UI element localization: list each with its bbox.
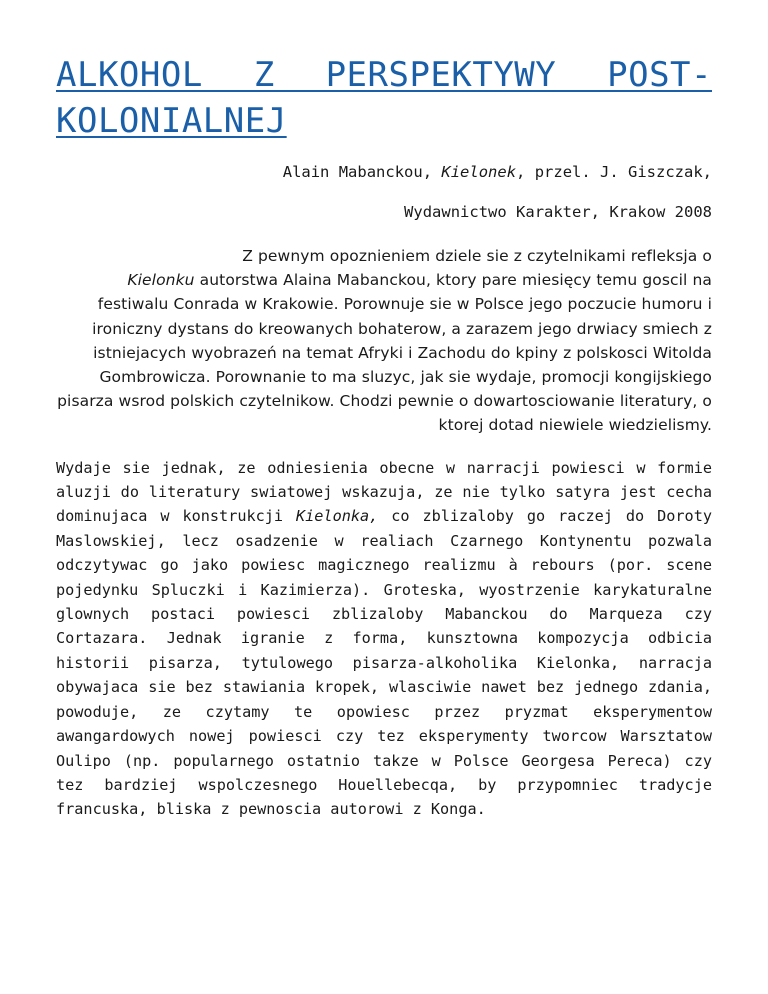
intro-text-rest: autorstwa Alaina Mabanckou, ktory pare miesięcy temu goscil na festiwalu Conrada w Krakowie. Porownuje sie w Polsce jego poczucie humoru i ironiczny dystans do kreowanych bohaterow, a zarazem jego drwiacy smiech z istniejacych wyobrazeń na temat Afryki i Zachodu do kpiny z polskosci Witolda Gombrowicza. Porownanie to ma sluzyc, jak sie wydaje, promocji kongijskiego pisarza wsrod polskich czytelnikow. Chodzi pewnie o dowartosciowanie literatury, o ktorej dotad niewiele wiedzielismy.: [57, 271, 712, 435]
article-title[interactable]: ALKOHOL Z PERSPEKTYWY POST-KOLONIALNEJ: [56, 55, 712, 141]
intro-paragraph: [56, 244, 712, 438]
article: [56, 52, 712, 822]
publisher-line: Wydawnictwo Karakter, Krakow 2008: [404, 203, 712, 221]
author-name: Alain Mabanckou,: [282, 163, 442, 181]
intro-text-start: Z pewnym opoznieniem dziele sie z czytelnikami refleksja o: [242, 247, 712, 265]
body-book-title: Kielonka,: [296, 507, 379, 526]
book-title: Kielonek: [441, 163, 517, 181]
body-text-start: Wydaje sie jednak, ze odniesienia obecne w narracji powiesci w formie aluzji do literatury swiatowej wskazuja, ze nie tylko satyra jest cecha dominujaca w konstrukcji: [56, 458, 712, 526]
body-text-rest: co zblizaloby go raczej do Doroty Maslowskiej, lecz osadzenie w realiach Czarnego Kontynentu pozwala odczytywac go jako powiesc magicznego realizmu à rebours (por. scene pojedynku Spluczki i Kazimierza). Groteska, wyostrzenie karykaturalne glownych postaci powiesci zblizaloby Mabanckou do Marqueza czy Cortazara. Jednak igranie z forma, kunsztowna kompozycja odbicia historii pisarza, tytulowego pisarza-alkoholika Kielonka, narracja obywajaca sie bez stawiania kropek, wlasciwie nawet bez jednego zdania, powoduje, ze czytamy te opowiesc przez pryzmat eksperymentow awangardowych nowej powiesci czy tez eksperymenty tworcow Warsztatow Oulipo (np. popularnego ostatnio takze w Polsce Georgesa Pereca) czy tez bardziej wspolczesnego Houellebecqa, by przypomniec tradycje francuska, bliska z pewnoscia autorowi z Konga.: [56, 507, 712, 819]
body-paragraph: [56, 456, 712, 822]
intro-book-title: Kielonku: [127, 271, 195, 290]
translator: , przel. J. Giszczak,: [516, 163, 712, 181]
book-credit-line: [56, 158, 712, 186]
